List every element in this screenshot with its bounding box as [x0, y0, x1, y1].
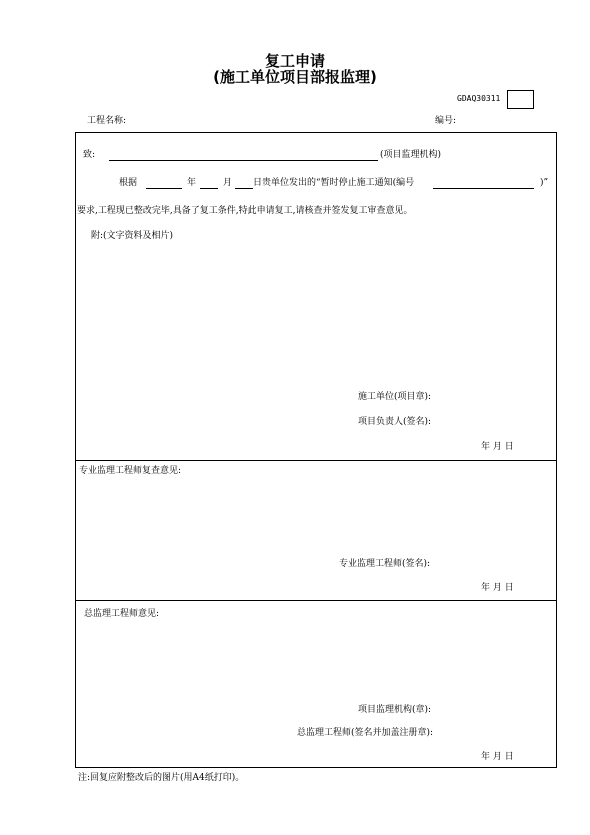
supervision-org-field[interactable] — [109, 160, 378, 161]
line3-text: 要求,工程现已整改完毕,具备了复工条件,特此申请复工,请核查并签发复工审查意见。 — [77, 206, 413, 216]
specialist-sign-label: 专业监理工程师(签名): — [339, 559, 431, 569]
to-suffix: (项目监理机构) — [380, 150, 442, 160]
to-label: 致: — [83, 150, 96, 160]
chief-opinion-heading: 总监理工程师意见: — [84, 609, 160, 619]
form-code-box[interactable] — [507, 90, 534, 109]
section-divider-1 — [75, 460, 557, 461]
footnote: 注:回复应附整改后的图片(用A4纸打印)。 — [78, 773, 245, 783]
supervision-org-seal-label: 项目监理机构(章): — [358, 705, 432, 715]
year-field[interactable] — [146, 188, 182, 189]
line2-mid: 日贵单位发出的“暂时停止施工通知(编号 — [253, 178, 415, 188]
section-divider-2 — [75, 600, 557, 601]
number-label: 编号: — [435, 116, 457, 126]
section1-date: 年 月 日 — [481, 442, 514, 452]
form-title: 复工申请 — [264, 52, 325, 70]
line2-end: )” — [540, 178, 549, 188]
notice-number-field[interactable] — [433, 188, 534, 189]
project-manager-sign-label: 项目负责人(签名): — [358, 417, 432, 427]
project-name-label: 工程名称: — [87, 116, 127, 126]
section2-date: 年 月 日 — [481, 583, 514, 593]
month-label: 月 — [223, 178, 233, 188]
day-field[interactable] — [235, 188, 253, 189]
section3-date: 年 月 日 — [481, 752, 514, 762]
line2-prefix: 根据 — [119, 178, 138, 188]
construction-unit-seal-label: 施工单位(项目章): — [358, 392, 432, 402]
month-field[interactable] — [200, 188, 218, 189]
form-code: GDAQ30311 — [457, 94, 501, 103]
year-label: 年 — [187, 178, 197, 188]
specialist-review-heading: 专业监理工程师复查意见: — [79, 466, 182, 476]
chief-engineer-sign-label: 总监理工程师(签名并加盖注册章): — [297, 728, 434, 738]
form-subtitle: (施工单位项目部报监理) — [213, 68, 377, 86]
attachment-label: 附:(文字资料及相片) — [91, 231, 174, 241]
